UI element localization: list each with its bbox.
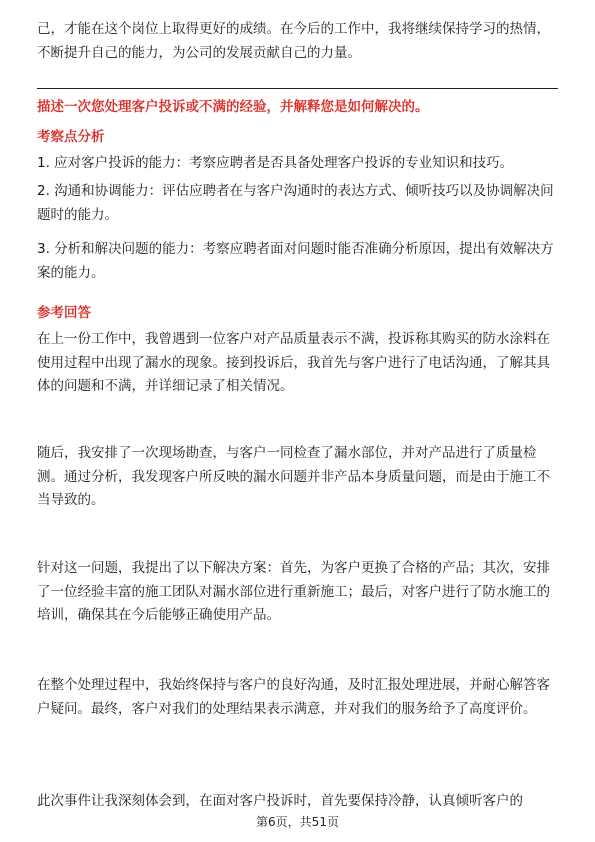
intro-tail-paragraph: 己，才能在这个岗位上取得更好的成绩。在今后的工作中，我将继续保持学习的热情，不断提升自己的能力，为公司的发展贡献自己的力量。 <box>37 21 550 61</box>
page-number-footer: 第6页，共51页 <box>256 815 339 829</box>
analysis-item-3: 3. 分析和解决问题的能力：考察应聘者面对问题时能否准确分析原因，提出有效解决方案的能力。 <box>37 241 554 281</box>
analysis-item-1: 1. 应对客户投诉的能力：考察应聘者是否具备处理客户投诉的专业知识和技巧。 <box>37 155 514 171</box>
question-title: 描述一次您处理客户投诉或不满的经验，并解释您是如何解决的。 <box>37 99 429 115</box>
answer-paragraph-4: 在整个处理过程中，我始终保持与客户的良好沟通，及时汇报处理进展，并耐心解答客户疑问。最终，客户对我们的处理结果表示满意，并对我们的服务给予了高度评价。 <box>37 677 550 717</box>
answer-paragraph-2: 随后，我安排了一次现场勘查，与客户一同检查了漏水部位，并对产品进行了质量检测。通过分析，我发现客户所反映的漏水问题并非产品本身质量问题，而是由于施工不当导致的。 <box>37 445 550 508</box>
answer-paragraph-5: 此次事件让我深刻体会到，在面对客户投诉时，首先要保持冷静，认真倾听客户的 <box>37 793 523 809</box>
answer-heading: 参考回答 <box>37 305 91 321</box>
answer-paragraph-3: 针对这一问题，我提出了以下解决方案：首先，为客户更换了合格的产品；其次，安排了一位经验丰富的施工团队对漏水部位进行重新施工；最后，对客户进行了防水施工的培训，确保其在今后能够正确使用产品。 <box>37 560 550 623</box>
analysis-item-2: 2. 沟通和协调能力：评估应聘者在与客户沟通时的表达方式、倾听技巧以及协调解决问题时的能力。 <box>37 183 554 223</box>
section-divider <box>37 88 558 89</box>
answer-paragraph-1: 在上一份工作中，我曾遇到一位客户对产品质量表示不满，投诉称其购买的防水涂料在使用过程中出现了漏水的现象。接到投诉后，我首先与客户进行了电话沟通，了解其具体的问题和不满，并详细记录了相关情况。 <box>37 331 550 394</box>
analysis-heading: 考察点分析 <box>37 129 105 145</box>
